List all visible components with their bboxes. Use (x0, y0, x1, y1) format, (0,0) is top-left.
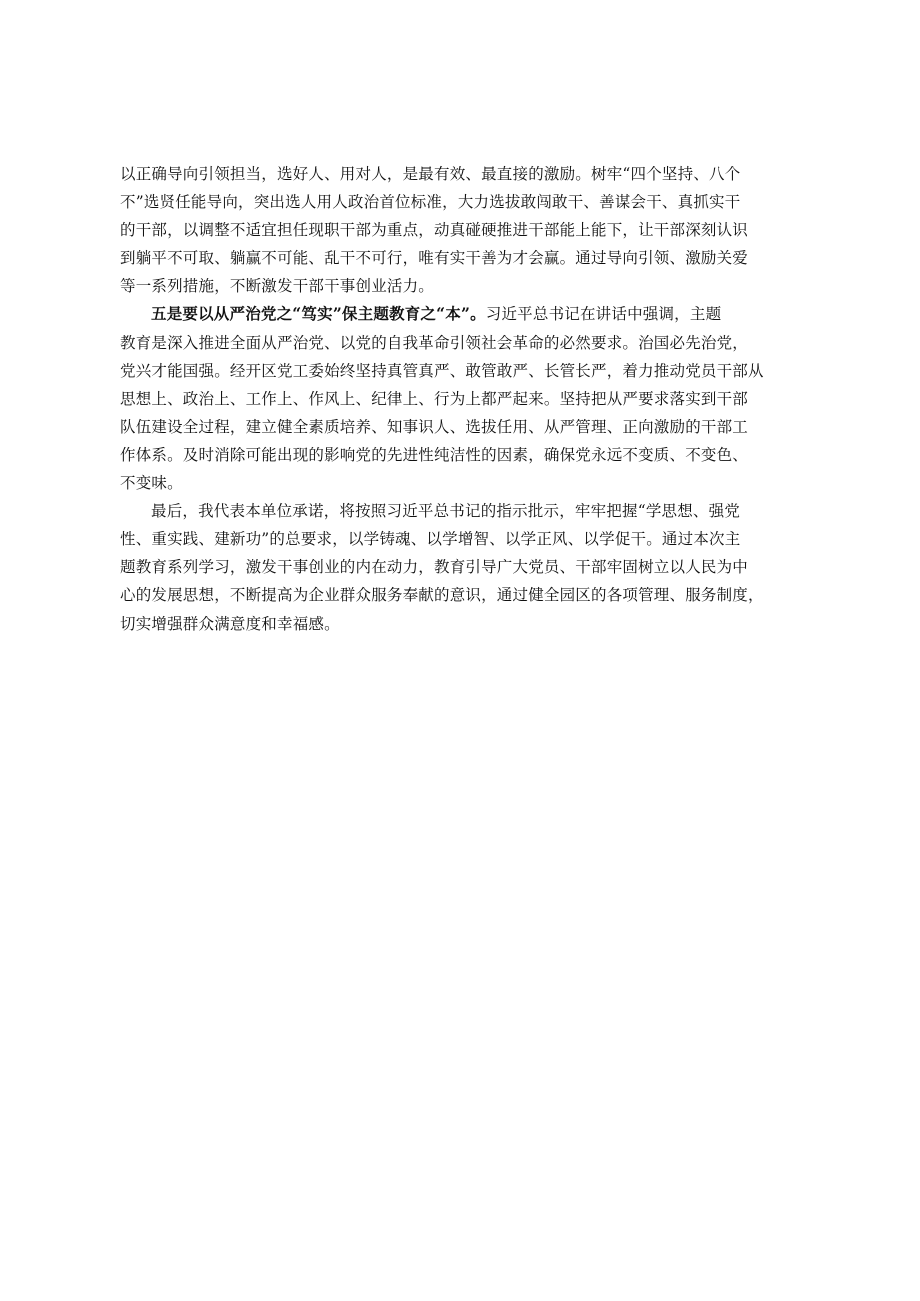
heading-continuation: 习近平总书记在讲话中强调，主题 (485, 305, 722, 324)
document-body (120, 160, 820, 638)
text-line: 不”选贤任能导向，突出选人用人政治首位标准，大力选拔敢闯敢干、善谋会干、真抓实干 (120, 193, 741, 212)
text-line: 党兴才能国强。经开区党工委始终坚持真管真严、敢管敢严、长管长严，着力推动党员干部从 (120, 361, 764, 380)
section-heading: 五是要以从严治党之“笃实”保主题教育之“本”。 (151, 304, 486, 324)
paragraph-2 (120, 300, 820, 497)
text-line: 思想上、政治上、工作上、作风上、纪律上、行为上都严起来。坚持把从严要求落实到干部 (120, 389, 749, 408)
paragraph-3 (120, 497, 820, 637)
text-line: 切实增强群众满意度和幸福感。 (120, 614, 340, 633)
text-line: 心的发展思想，不断提高为企业群众服务奉献的意识，通过健全园区的各项管理、服务制度， (120, 586, 764, 605)
text-line: 队伍建设全过程，建立健全素质培养、知事识人、选拔任用、从严管理、正向激励的干部工 (120, 417, 749, 436)
text-line: 的干部，以调整不适宜担任现职干部为重点，动真碰硬推进干部能上能下，让干部深刻认识 (120, 221, 749, 240)
text-line: 作体系。及时消除可能出现的影响党的先进性纯洁性的因素，确保党永远不变质、不变色、 (120, 445, 749, 464)
text-line: 最后，我代表本单位承诺，将按照习近平总书记的指示批示，牢牢把握“学思想、强党 (151, 502, 741, 521)
text-line: 不变味。 (120, 474, 183, 493)
text-line: 以正确导向引领担当，选好人、用对人，是最有效、最直接的激励。树牢“四个坚持、八个 (120, 165, 741, 183)
text-line: 题教育系列学习，激发干事创业的内在动力，教育引导广大党员、干部牢固树立以人民为中 (120, 558, 749, 577)
text-line: 等一系列措施，不断激发干部干事创业活力。 (120, 277, 435, 296)
text-line (120, 300, 820, 328)
text-line: 到躺平不可取、躺赢不可能、乱干不可行，唯有实干善为才会赢。通过导向引领、激励关爱 (120, 249, 749, 268)
text-line: 教育是深入推进全面从严治党、以党的自我革命引领社会革命的必然要求。治国必先治党， (120, 333, 749, 352)
text-line: 性、重实践、建新功”的总要求，以学铸魂、以学增智、以学正风、以学促干。通过本次主 (120, 530, 741, 549)
paragraph-1 (120, 160, 820, 300)
